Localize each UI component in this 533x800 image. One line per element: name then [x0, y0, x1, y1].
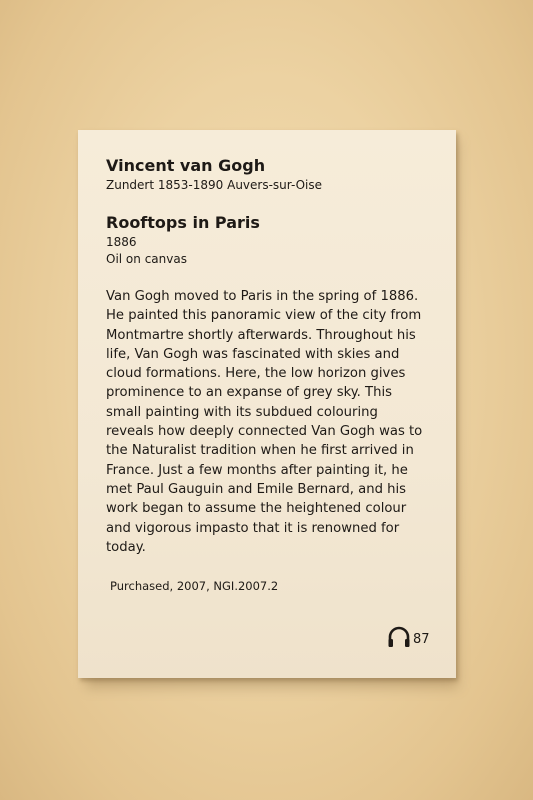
artist-name: Vincent van Gogh: [106, 156, 266, 175]
description-line: met Paul Gauguin and Emile Bernard, and his: [106, 481, 407, 497]
artist-dates: Zundert 1853-1890 Auvers-sur-Oise: [106, 178, 323, 192]
artwork-title: Rooftops in Paris: [106, 213, 260, 232]
description-line: work began to assume the heightened colour: [106, 501, 407, 517]
description-line: prominence to an expanse of grey sky. This: [106, 385, 393, 401]
headphones-icon: [386, 624, 412, 650]
description-line: life, Van Gogh was fascinated with skies and: [106, 346, 400, 362]
description-line: Van Gogh moved to Paris in the spring of 1886.: [106, 289, 419, 304]
description-line: small painting with its subdued colouring: [106, 404, 378, 420]
description-line: and vigorous impasto that it is renowned for: [106, 520, 400, 536]
description-line: today.: [106, 539, 146, 555]
audio-guide: [386, 624, 430, 650]
audio-guide-number: 87: [413, 631, 430, 647]
description-line: the Naturalist tradition when he first arrived in: [106, 443, 414, 459]
museum-label-card: [78, 130, 456, 678]
description-line: France. Just a few months after painting it, he: [106, 462, 408, 478]
description-line: He painted this panoramic view of the city from: [106, 308, 422, 324]
description-line: Montmartre shortly afterwards. Throughout his: [106, 327, 416, 343]
artwork-year: 1886: [106, 235, 137, 249]
description-line: reveals how deeply connected Van Gogh was to: [106, 424, 423, 440]
artwork-medium: Oil on canvas: [106, 252, 187, 266]
artwork-description: [106, 287, 436, 557]
credit-line: Purchased, 2007, NGI.2007.2: [110, 579, 279, 593]
description-line: cloud formations. Here, the low horizon gives: [106, 366, 406, 382]
